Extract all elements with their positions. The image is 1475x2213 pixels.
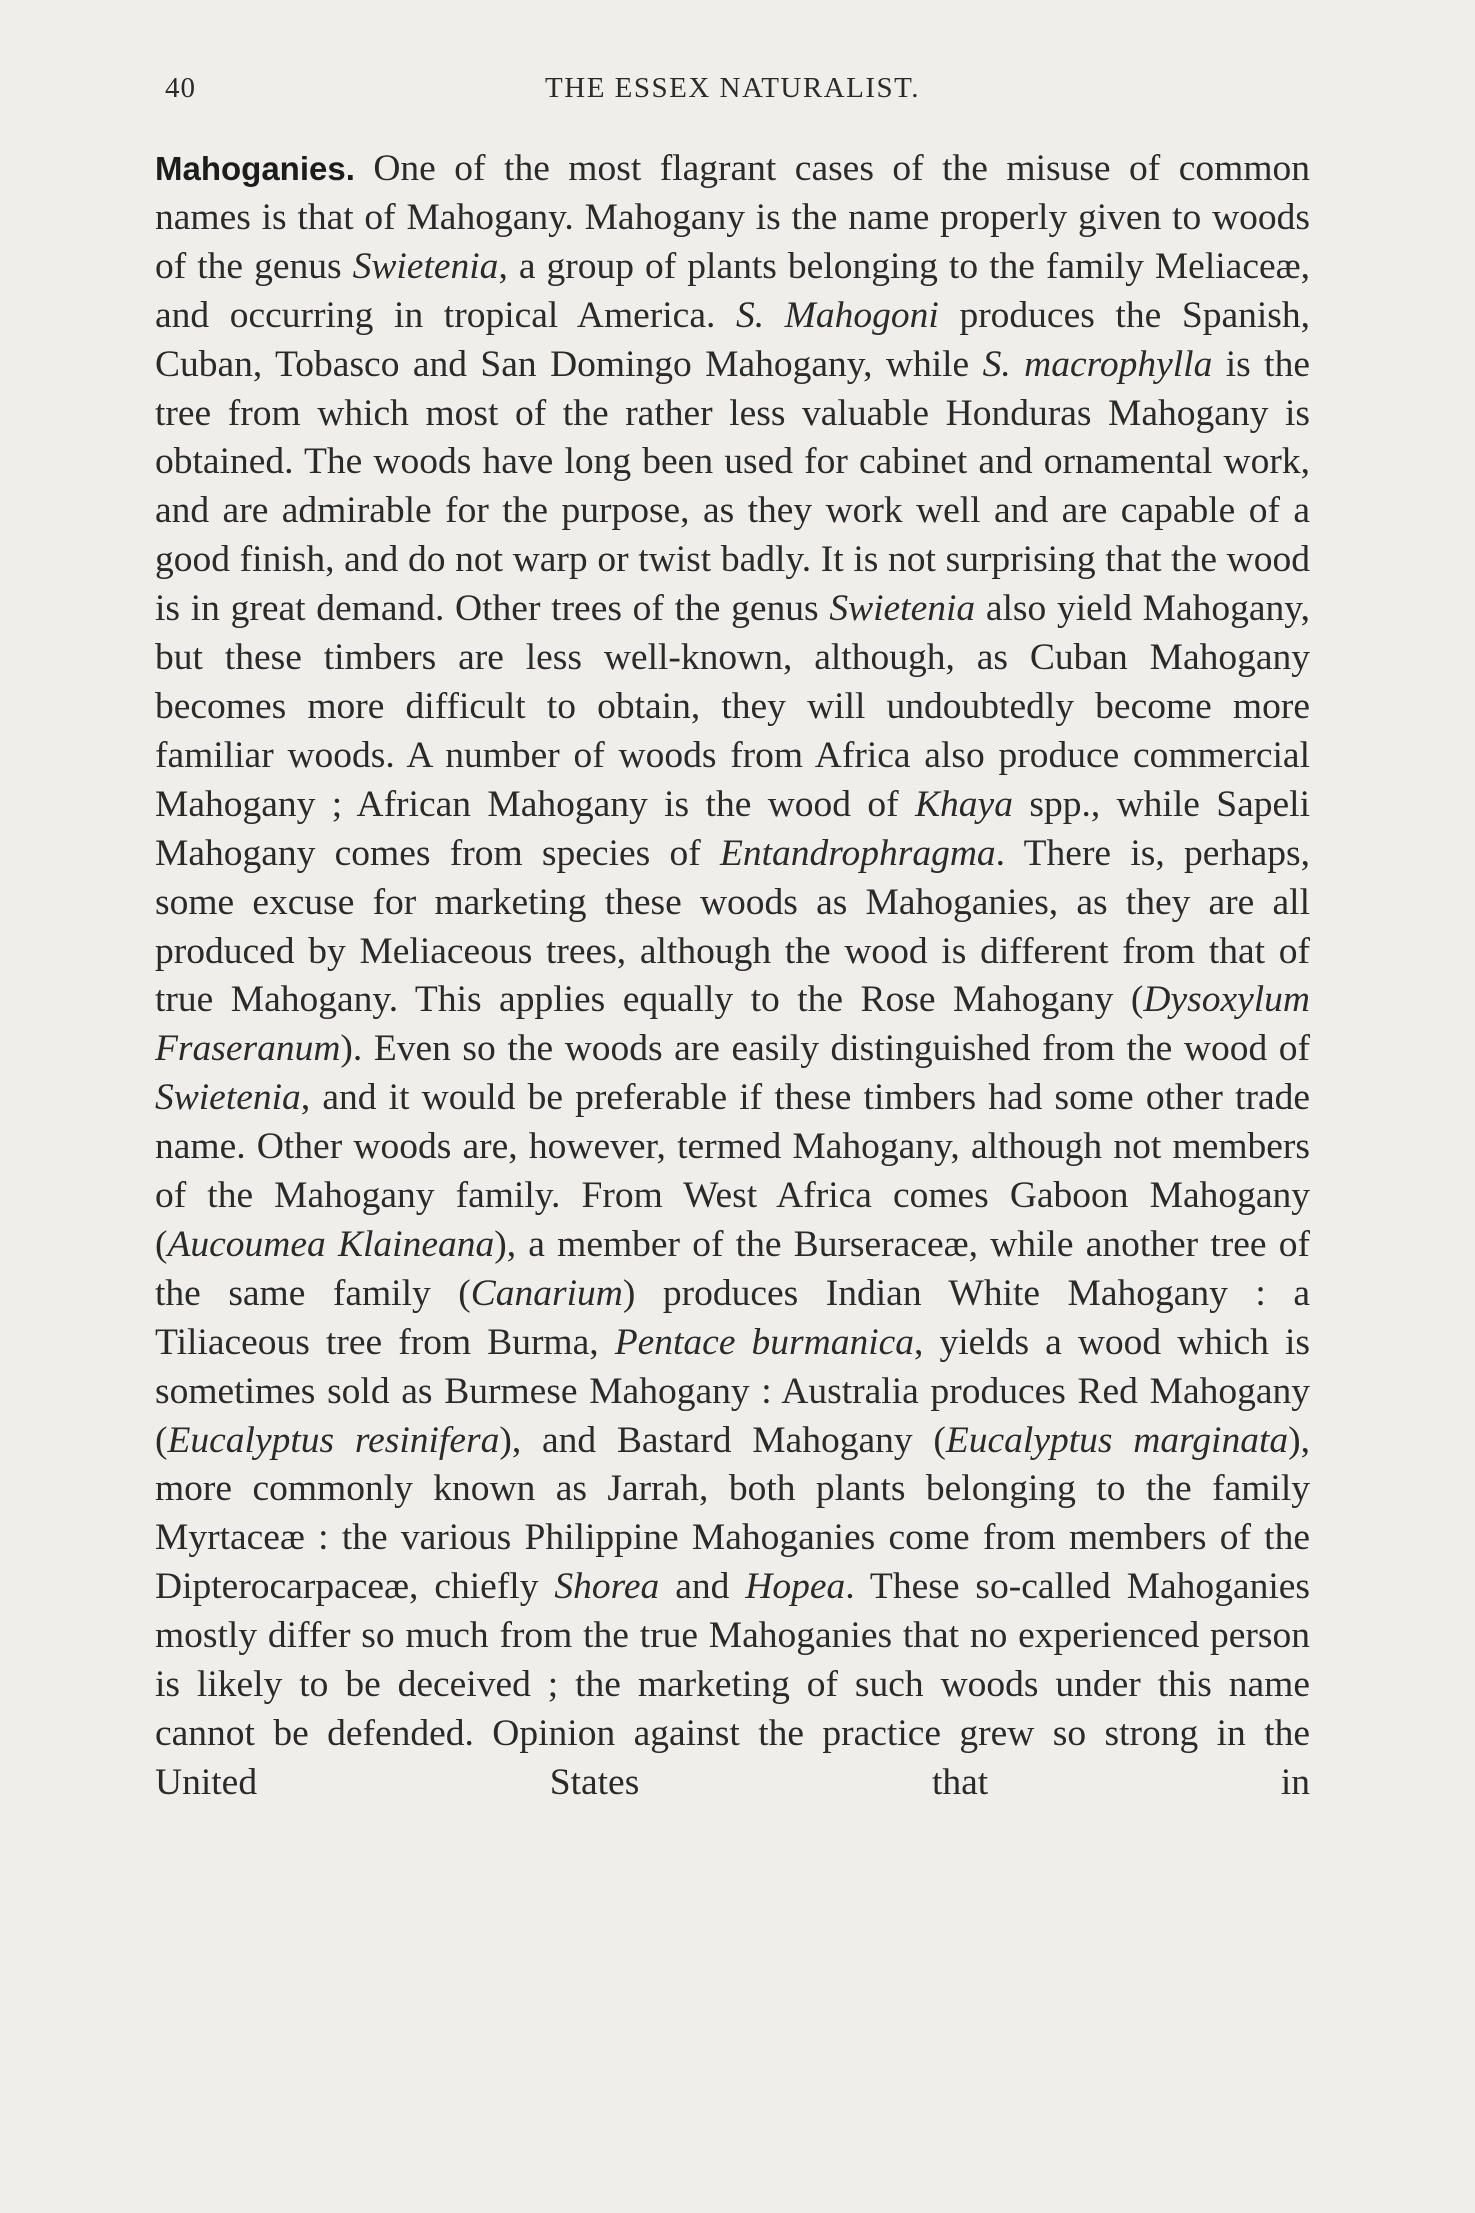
text-run: is the tree from which most of the rather less valuable Honduras Mahogany is obtained. The woods have long been used for cabinet and ornamental work, and are admirable for the purpose, as they work well and are capable of a good finish, and do not warp or twist badly. It is not surprising that the wood is in great demand. Other trees of the genus: [155, 343, 1310, 630]
italic-taxon: Pentace burmanica: [614, 1321, 915, 1363]
text-run: . These so-called Mahoganies mostly differ so much from the true Mahoganies that no experienced person is likely to be deceived ; the marketing of such woods under this name cannot be defended. Opinion against the practice grew so strong in the United States that in: [155, 1566, 1310, 1803]
text-run: spp., while Sapeli Mahogany comes from species of: [155, 783, 1310, 874]
italic-taxon: Dysoxylum Fraseranum: [155, 979, 1310, 1070]
italic-taxon: Khaya: [915, 783, 1013, 825]
text-run: ), and Bastard Mahogany (: [499, 1419, 946, 1461]
text-run: ). Even so the woods are easily distinguished from the wood of: [340, 1028, 1310, 1070]
italic-taxon: Swietenia: [155, 1077, 301, 1119]
italic-taxon: Shorea: [554, 1566, 660, 1608]
text-run: One of the most flagrant cases of the misuse of common names is that of Mahogany. Mahogany is the name properly given to woods of the genus: [155, 148, 1310, 287]
text-run: ) produces Indian White Mahogany : a Tiliaceous tree from Burma,: [155, 1272, 1310, 1363]
italic-taxon: Canarium: [470, 1272, 623, 1314]
text-run: also yield Mahogany, but these timbers are less well-known, although, as Cuban Mahogany becomes more difficult to obtain, they will undoubtedly become more familiar woods. A number of woods from Africa also produce commercial Mahogany ; African Mahogany is the wood of: [155, 588, 1310, 825]
text-run: , and it would be preferable if these timbers had some other trade name. Other woods are, however, termed Mahogany, although not members of the Mahogany family. From West Africa comes Gaboon Mahogany (: [155, 1077, 1310, 1265]
italic-taxon: Eucalyptus resinifera: [167, 1419, 500, 1461]
journal-title: THE ESSEX NATURALIST.: [545, 72, 920, 104]
mahoganies-paragraph: [155, 145, 1310, 1808]
section-heading: Mahoganies.: [155, 150, 355, 187]
paragraph-body: [155, 148, 1310, 1803]
page-number: 40: [165, 72, 196, 104]
text-run: , yields a wood which is sometimes sold as Burmese Mahogany : Australia produces Red Mahogany (: [155, 1321, 1310, 1461]
italic-taxon: Entandrophragma: [719, 832, 996, 874]
italic-taxon: Eucalyptus marginata: [945, 1419, 1289, 1461]
running-head: [155, 68, 1310, 118]
text-run: produces the Spanish, Cuban, Tobasco and San Domingo Mahogany, while: [155, 294, 1310, 385]
italic-taxon: S. Mahogoni: [735, 294, 939, 336]
italic-taxon: Hopea: [745, 1566, 846, 1608]
italic-taxon: Swietenia: [829, 588, 976, 630]
text-run: ), more commonly known as Jarrah, both plants belonging to the family Myrtaceæ : the various Philippine Mahoganies come from members of the Dipterocarpaceæ, chiefly: [155, 1419, 1311, 1608]
text-run: , a group of plants belonging to the family Meliaceæ, and occurring in tropical America.: [155, 245, 1310, 336]
text-run: . There is, perhaps, some excuse for marketing these woods as Mahoganies, as they are all produced by Meliaceous trees, although the wood is different from that of true Mahogany. This applies equally to the Rose Mahogany (: [155, 832, 1310, 1021]
italic-taxon: Aucoumea Klaineana: [167, 1223, 495, 1265]
italic-taxon: Swietenia: [352, 245, 499, 287]
text-run: ), a member of the Burseraceæ, while another tree of the same family (: [155, 1223, 1310, 1314]
italic-taxon: S. macrophylla: [982, 343, 1213, 385]
text-run: and: [659, 1566, 746, 1608]
